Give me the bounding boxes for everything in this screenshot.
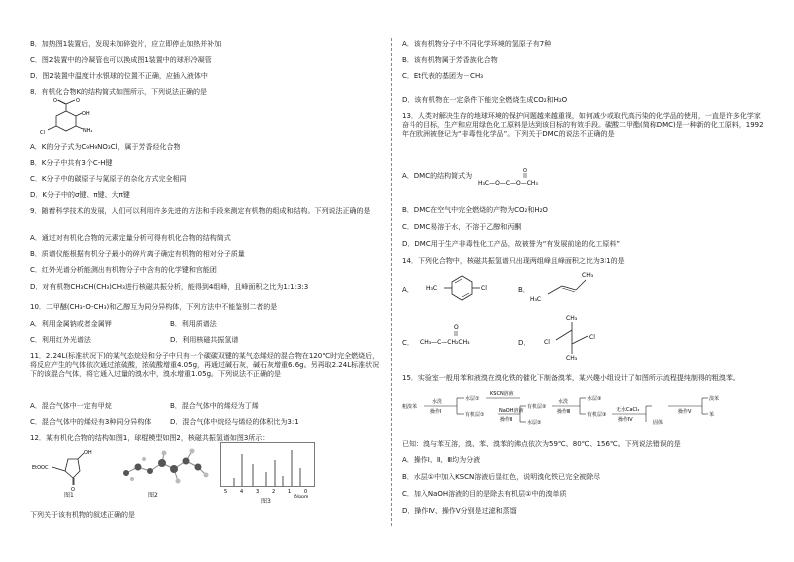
- flow-solid: 固体: [653, 420, 664, 426]
- q8-option-d: D．K分子中的σ键、π键、大π键: [30, 191, 130, 199]
- q7-option-b: B．加热图1装置后，发现未加碎瓷片，应立即停止加热并补加: [30, 40, 222, 48]
- flow-drying-agent: 无水CaCl₂: [616, 407, 640, 413]
- q9-option-b: B．质谱仪能根据有机分子最小的碎片离子确定有机物的相对分子质量: [30, 250, 245, 258]
- q12-option-c: C．Et代表的基团为－CH₃: [402, 72, 484, 80]
- fig1-oh-label: OH: [84, 450, 92, 456]
- flow-water-wash-2: 水洗: [558, 399, 569, 405]
- q12-option-b: B．该有机物属于芳香族化合物: [402, 56, 498, 64]
- flow-aqueous-3: 水层③: [587, 396, 602, 402]
- flow-start: 粗溴苯: [402, 404, 418, 410]
- q14d-cl-left: Cl: [544, 339, 550, 346]
- q11-option-c: C．混合气体中的烯烃有3种同分异构体: [30, 418, 152, 426]
- q10-option-c: C．利用红外光谱法: [30, 336, 91, 344]
- fig1-etooc-label: EtOOC: [32, 465, 49, 471]
- q14-option-c-label: C．: [402, 339, 414, 347]
- figure-1-caption: 图1: [64, 492, 74, 499]
- flow-kscn: KSCN溶液: [490, 391, 514, 397]
- nmr-axis-unit: δ/ppm: [294, 495, 309, 498]
- q15-known: 已知：溴与苯互溶，溴、苯、溴苯的沸点依次为59℃、80℃、156℃。下列说法错误的是: [402, 440, 681, 448]
- flow-output-benzene: 苯: [709, 412, 715, 418]
- figure-1-structure: [30, 445, 105, 493]
- question-14: 14．下列化合物中，核磁共振氢谱只出现两组峰且峰面积之比为3∶1的是: [402, 257, 625, 265]
- q14-option-b-label: B．: [518, 286, 530, 294]
- q14a-h3c: H₃C: [426, 285, 438, 292]
- question-12-stem: 下列关于该有机物的叙述正确的是: [30, 511, 135, 519]
- q10-option-a: A．利用金属钠或者金属钾: [30, 320, 112, 328]
- q10-option-d: D．利用核磁共振氢谱: [170, 336, 239, 344]
- figure-3-caption: 图3: [261, 498, 271, 505]
- question-9: 9．随着科学技术的发展，人们可以利用许多先进的方法和手段来测定有机物的组成和结构。下列说法正确的是: [30, 207, 371, 215]
- q11-option-a: A．混合气体中一定有甲烷: [30, 402, 112, 410]
- q14a-cl: Cl: [481, 285, 487, 292]
- q14d-ch3-top: CH₃: [566, 315, 578, 322]
- flow-op-2: 操作Ⅱ: [500, 417, 513, 423]
- q15-option-d: D．操作Ⅳ、操作Ⅴ分别是过滤和蒸馏: [402, 507, 517, 515]
- q14c-structure: [416, 322, 516, 348]
- q13-option-b: B．DMC在空气中完全燃烧的产物为CO₂和H₂O: [402, 206, 548, 214]
- q11-option-d: D．混合气体中烷烃与烯烃的体积比为3:1: [170, 418, 299, 426]
- q10-option-b: B．利用质谱法: [170, 320, 217, 328]
- flow-water-wash-1: 水洗: [432, 399, 443, 405]
- purification-flowchart: [402, 384, 766, 428]
- q13-option-d: D．DMC用于生产非毒性化工产品，故被誉为“有发展前途的化工原料”: [402, 240, 620, 248]
- flow-organic-2: 有机层②: [527, 404, 547, 410]
- q14-option-d-label: D．: [518, 339, 531, 347]
- question-13: 13．人类对解决生存的地球环境的保护问题越来越重视，如何减少或取代高污染的化学品的使用，一直是许多化学家奋斗的目标，生产和应用绿色化工原料是达到该目标的有效手段。碳酸二甲酯(简称DMC)是一种新的化工原料，1992年在欧洲被登记为“非毒性化学品”。下列关于DMC的说法不正确的是: [402, 112, 764, 138]
- nmr-tick-4: 4: [240, 489, 244, 495]
- nmr-tick-5: 5: [224, 489, 228, 495]
- question-10: 10．二甲醚(CH₃-O-CH₃)和乙醇互为同分异构体，下列方法中不能鉴别二者的是: [30, 303, 278, 311]
- figure-2-ball-stick-model: [118, 445, 213, 491]
- q12-option-a: A．该有机物分子中不同化学环境的氢原子有7种: [402, 40, 552, 48]
- q14b-h3c: H₃C: [530, 296, 542, 303]
- q7-option-c: C．图2装置中的冷凝管也可以换成图1装置中的球形冷凝管: [30, 56, 212, 64]
- question-15: 15．实验室一般用苯和液溴在溴化铁的催化下制备溴苯，某兴趣小组设计了如图所示流程提纯制得的粗溴苯。: [402, 374, 740, 382]
- q14b-structure: [530, 268, 610, 304]
- q7-option-d: D．图2装置中温度计水银球的位置不正确，应插入液体中: [30, 72, 208, 80]
- q13-option-c: C．DMC易溶于水，不溶于乙醇和丙酮: [402, 223, 522, 231]
- figure-2-caption: 图2: [148, 492, 158, 499]
- nmr-tick-2: 2: [272, 489, 276, 495]
- k-nh2-label: NH₂: [83, 128, 93, 134]
- flow-aqueous-1: 水层①: [465, 396, 480, 402]
- flow-output-bromobenzene: 溴苯: [709, 396, 720, 402]
- q15-option-c: C．加入NaOH溶液的目的是除去有机层①中的溴单质: [402, 490, 567, 498]
- q8-option-c: C．K分子中的碳原子与氮原子的杂化方式完全相同: [30, 175, 187, 183]
- q14c-o: O: [454, 324, 459, 331]
- flow-op-1: 操作Ⅰ: [430, 409, 442, 415]
- q8-option-a: A．K的分子式为C₉H₉NO₃Cl，属于芳香烃化合物: [30, 143, 181, 151]
- q15-option-b: B．水层①中加入KSCN溶液后显红色，说明溴化铁已完全被除尽: [402, 473, 601, 481]
- q14d-ch3-bottom: CH₃: [566, 355, 578, 360]
- question-8: 8．有机化合物K的结构简式如图所示，下列说法正确的是: [30, 88, 208, 96]
- q12-option-d: D．该有机物在一定条件下能完全燃烧生成CO₂和H₂O: [402, 96, 568, 104]
- flow-aqueous-2: 水层②: [527, 420, 542, 426]
- q14c-chain: CH₃—C—CH₂CH₃: [420, 339, 470, 346]
- q14a-structure: [418, 272, 508, 304]
- k-oh-label: OH: [82, 111, 90, 117]
- flow-naoh: NaOH溶液: [499, 408, 524, 414]
- q9-option-c: C．红外光谱分析能测出有机物分子中含有的化学键和官能团: [30, 266, 217, 274]
- q14b-ch3: CH₃: [582, 272, 594, 279]
- k-cl-label: Cl: [40, 130, 45, 136]
- k-ester-oxygen-label: O: [76, 98, 80, 104]
- q9-option-a: A．通过对有机化合物的元素定量分析可得有机化合物的结构简式: [30, 234, 231, 242]
- compound-k-structure: [32, 97, 112, 137]
- flow-op-3: 操作Ⅲ: [557, 409, 571, 415]
- nmr-tick-0: 0: [304, 489, 308, 495]
- q14d-structure: [532, 314, 622, 360]
- dmc-structure: [478, 165, 568, 187]
- q8-option-b: B．K分子中共有3个C-H键: [30, 159, 113, 167]
- dmc-chain: H₃C—O—C—O—CH₃: [478, 180, 538, 187]
- figure-3-nmr-spectrum: [220, 442, 320, 498]
- q13-option-a: A．DMC的结构简式为: [402, 172, 473, 180]
- column-divider: [391, 38, 392, 526]
- flow-op-4: 操作Ⅳ: [618, 417, 633, 423]
- flow-organic-1: 有机层①: [465, 412, 485, 418]
- flow-op-5: 操作Ⅴ: [678, 409, 692, 415]
- q15-option-a: A．操作Ⅰ、Ⅱ、Ⅲ均为分液: [402, 456, 481, 464]
- q14-option-a-label: A．: [402, 286, 414, 294]
- nmr-tick-1: 1: [288, 489, 292, 495]
- k-carbonyl-oxygen-label: O: [53, 98, 57, 104]
- dmc-carbonyl-o: O: [523, 168, 527, 174]
- fig1-o-label: O: [71, 487, 75, 493]
- question-11: 11．2.24L(标准状况下)的某气态烷烃和分子中只有一个碳碳双键的某气态烯烃的混合物在120℃时完全燃烧后，将反应产生的气体依次通过浓硫酸，浓硫酸增重4.05g，再通过碱石灰，碱石灰增重6.6g。另再取2.24L标准状况下的该混合气体，将它通入过量的溴水中，溴水增重1.05g。下列说法不正确的是: [30, 352, 380, 378]
- question-12: 12．某有机化合物的结构如图1，球棍模型如图2，核磁共振氢谱如图3所示：: [30, 434, 270, 442]
- flow-organic-3: 有机层③: [587, 412, 607, 418]
- nmr-tick-3: 3: [256, 489, 260, 495]
- q11-option-b: B．混合气体中的烯烃为丁烯: [170, 402, 259, 410]
- q9-option-d: D．对有机物CH₃CH(CH₃)CH₃进行核磁共振分析，能得到4组峰，且峰面积之比为1:1:3:3: [30, 283, 309, 291]
- q14d-cl-right: Cl: [589, 334, 595, 341]
